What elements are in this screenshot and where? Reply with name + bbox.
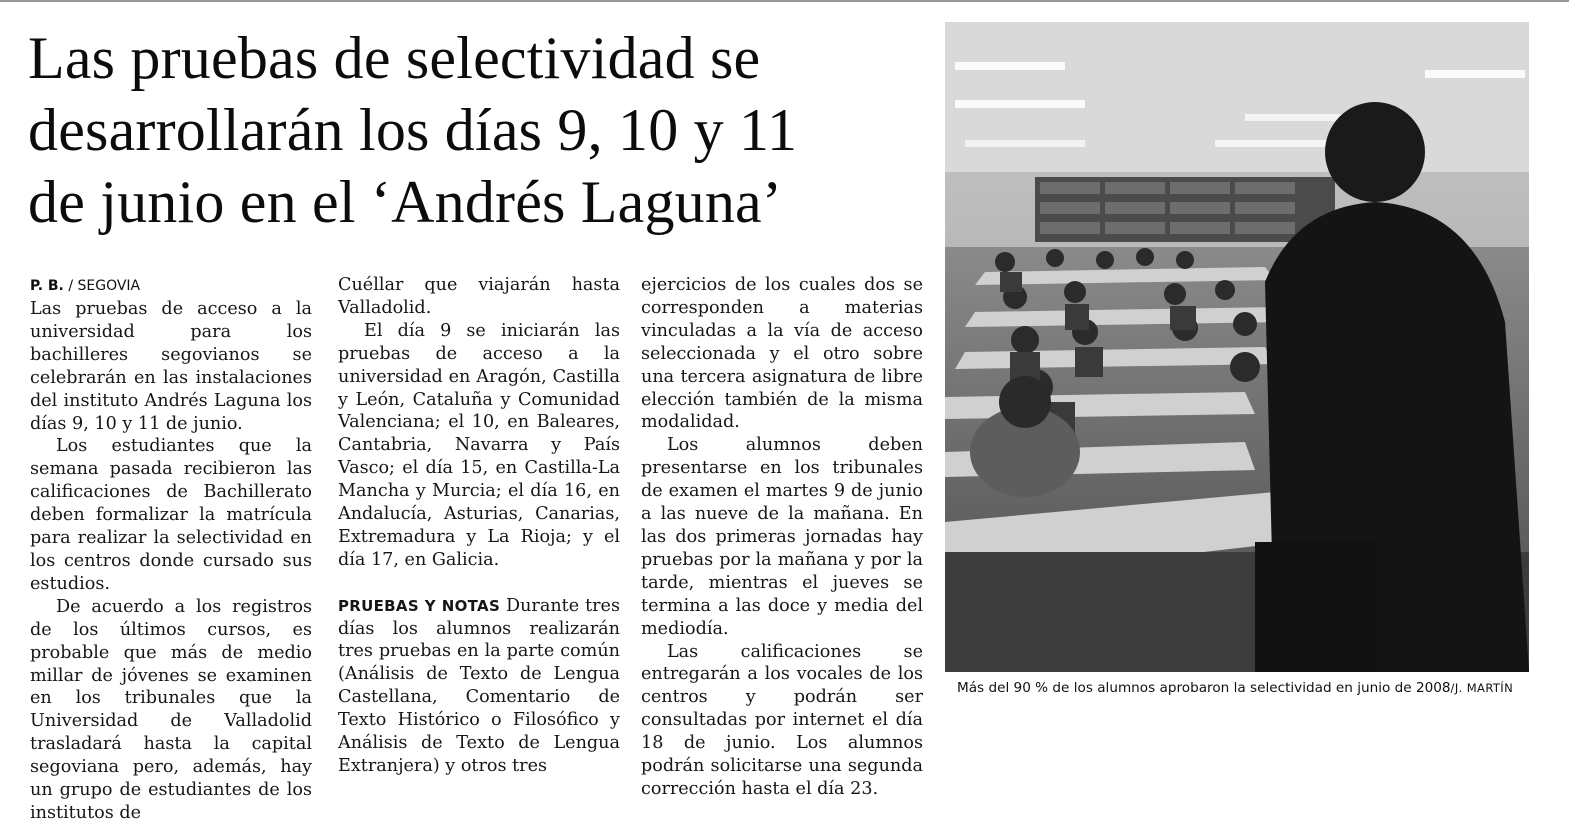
headline-line: desarrollarán los días 9, 10 y 11 (28, 97, 798, 163)
photo-credit: /J. MARTÍN (1450, 681, 1514, 695)
paragraph: De acuerdo a los registros de los últimos cursos, es probable que más de medio millar de jóvenes se examinen en los tribunales que la Universidad de Valladolid trasladará hasta la capital segoviana pero, además, hay un grupo de estudiantes de los institutos de (30, 596, 312, 823)
byline-author: P. B. (30, 278, 64, 294)
paragraph: Cuéllar que viajarán hasta Valladolid. (338, 275, 620, 318)
paragraph: Los alumnos deben presentarse en los tribunales de examen el martes 9 de junio a las nueve de la mañana. En las dos primeras jornadas hay pruebas por la mañana y por la tarde, mientras el jueves se termina a las doce y media del mediodía. (641, 435, 923, 639)
caption-text: Más del 90 % de los alumnos aprobaron la selectividad en junio de 2008 (957, 680, 1451, 696)
paragraph: ejercicios de los cuales dos se corresponden a materias vinculadas a la vía de acceso seleccionada y el otro sobre una tercera asignatura de libre elección también de la misma modalidad. (641, 275, 923, 433)
subhead-paragraph-text: Durante tres días los alumnos realizarán tres pruebas en la parte común (Análisis de Texto de Lengua Castellana, Comentario de Texto Histórico o Filosófico y Análisis de Texto de Lengua Extranjera) y otros tres (338, 595, 620, 777)
paragraph: Las pruebas de acceso a la universidad para los bachilleres segovianos se celebrarán en las instalaciones del instituto Andrés Laguna los días 9, 10 y 11 de junio. (30, 299, 312, 434)
article-column-2 (338, 274, 620, 778)
section-subhead: PRUEBAS Y NOTAS (338, 596, 501, 615)
article-column-1 (30, 298, 312, 825)
paragraph: Los estudiantes que la semana pasada recibieron las calificaciones de Bachillerato deben formalizar la matrícula para realizar la selectividad en los centros donde cursado sus estudios. (30, 436, 312, 594)
article-byline (30, 278, 140, 294)
byline-location: / SEGOVIA (68, 278, 141, 294)
article-column-3 (641, 274, 923, 801)
paragraph: El día 9 se iniciarán las pruebas de acceso a la universidad en Aragón, Castilla y León, Cataluña y Comunidad Valenciana; el 10, en Baleares, Cantabria, Navarra y País Vasco; el día 15, en Castilla-La Mancha y Murcia; el día 16, en Andalucía, Asturias, Canarias, Extremadura y La Rioja; y el día 17, en Galicia. (338, 320, 620, 570)
headline-line: de junio en el ‘Andrés Laguna’ (28, 169, 783, 235)
page-top-rule (0, 0, 1569, 2)
paragraph-with-subhead (338, 595, 620, 778)
photo-caption (957, 680, 1557, 696)
paragraph: Las calificaciones se entregarán a los vocales de los centros y podrán ser consultadas por internet el día 18 de junio. Los alumnos podrán solicitarse una segunda corrección hasta el día 23. (641, 641, 923, 799)
exam-hall-photo (945, 22, 1529, 672)
article-headline (28, 22, 918, 238)
headline-line: Las pruebas de selectividad se (28, 25, 761, 91)
